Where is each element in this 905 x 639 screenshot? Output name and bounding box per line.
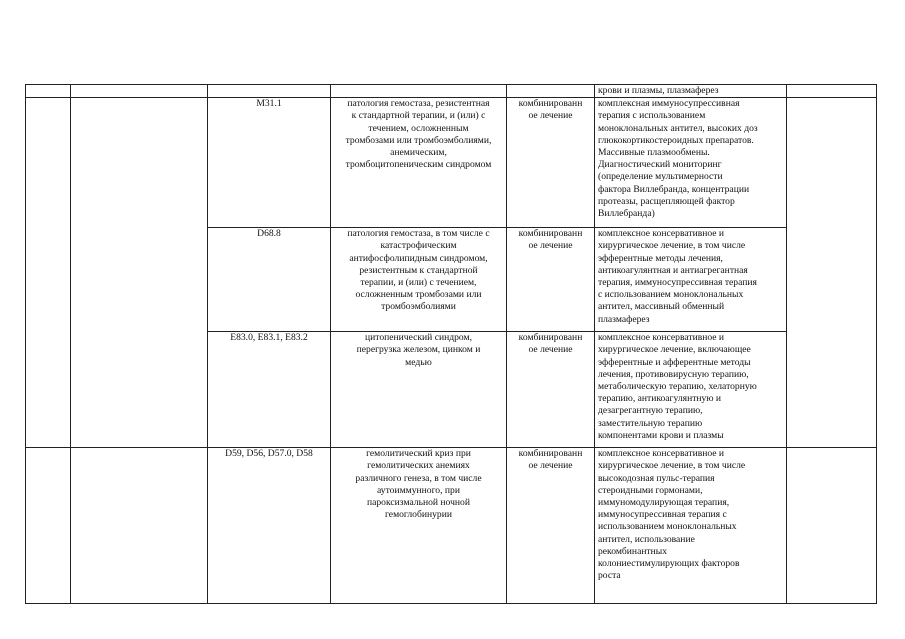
diagnosis-code: D59, D56, D57.0, D58 [225,448,313,460]
table-cell-profile [71,98,208,448]
treatment-type: комбинированн ое лечение [518,448,583,472]
table-cell-code [208,98,331,228]
pathology-text: цитопенический синдром, перегрузка железом, цинком и медью [356,332,481,368]
table-row-continuation [26,85,877,98]
method-text: комплексное консервативное и хирургическое лечение, в том числе эфферентные методы лечения, антикоагулянтная и антиагрегантная терапия, иммуносупрессивная терапия с использованием моноклональных антител, массивный обменный плазмаферез [598,228,757,325]
table-cell-method [595,228,787,332]
method-text: комплексное консервативное и хирургическое лечение, включающее эфферентные и афферентные методы лечения, противовирусную терапию, метаболическую терапию, хелаторную терапию, антикоагулянтную и дезагрегантную терапию, заместительную терапию компонентами крови и плазмы [598,332,757,441]
table-cell-profile [71,85,208,98]
table-cell-pathology [331,85,507,98]
table-row [26,448,877,604]
table-cell-method [595,448,787,604]
table-cell-treatment [507,228,595,332]
table-cell-profile [71,448,208,604]
table-cell-method [595,85,787,98]
table-cell-cost [787,448,877,604]
treatment-type: комбинированн ое лечение [518,332,583,356]
diagnosis-code: D68.8 [257,228,281,240]
medical-care-table [25,84,877,604]
table-row [26,98,877,228]
table-cell-number [26,98,71,448]
table-cell-code [208,228,331,332]
method-text: крови и плазмы, плазмаферез [598,85,719,96]
pathology-text: патология гемостаза, резистентная к стандартной терапии, и (или) с течением, осложненным тромбозами или тромбоэмболиями, анемическим, тромбоцитопеническим синдромом [345,98,492,171]
diagnosis-code: E83.0, E83.1, E83.2 [230,332,308,344]
diagnosis-code: M31.1 [256,98,282,110]
table-cell-method [595,98,787,228]
pathology-text: гемолитический криз при гемолитических анемиях различного генеза, в том числе аутоиммунного, при пароксизмальной ночной гемоглобинурии [355,448,482,521]
table-cell-treatment [507,98,595,228]
pathology-text: патология гемостаза, в том числе с катастрофическим антифосфолипидным синдромом, резистентным к стандартной терапии, и (или) с течением, осложненным тромбозами или тромбоэмболиями [347,228,490,313]
method-text: комплексное консервативное и хирургическое лечение, в том числе высокодозная пульс-терапия стероидными гормонами, иммуномодулирующая терапия, иммуносупрессивная терапия с использованием моноклональных антител, использование рекомбинантных колониестимулирующих факторов роста [598,448,746,582]
method-text: комплексная иммуносупрессивная терапия с использованием моноклональных антител, высоких доз глюкокортикостероидных препаратов. Массивные плазмообмены. Диагностический мониторинг (определение мультимерности фактора Виллебранда, концентрации протеазы, расщепляющей фактор Виллебранда) [598,98,758,220]
table-cell-number [26,448,71,604]
table-cell-pathology [331,332,507,448]
table-cell-treatment [507,448,595,604]
table-cell-code [208,332,331,448]
table-cell-cost [787,98,877,448]
table-cell-pathology [331,98,507,228]
table-cell-treatment [507,332,595,448]
treatment-type: комбинированн ое лечение [518,228,583,252]
table-cell-cost [787,85,877,98]
table-cell-treatment [507,85,595,98]
treatment-type: комбинированн ое лечение [518,98,583,122]
table-cell-pathology [331,228,507,332]
table-cell-code [208,85,331,98]
table-cell-pathology [331,448,507,604]
table-cell-number [26,85,71,98]
table-cell-method [595,332,787,448]
table-cell-code [208,448,331,604]
